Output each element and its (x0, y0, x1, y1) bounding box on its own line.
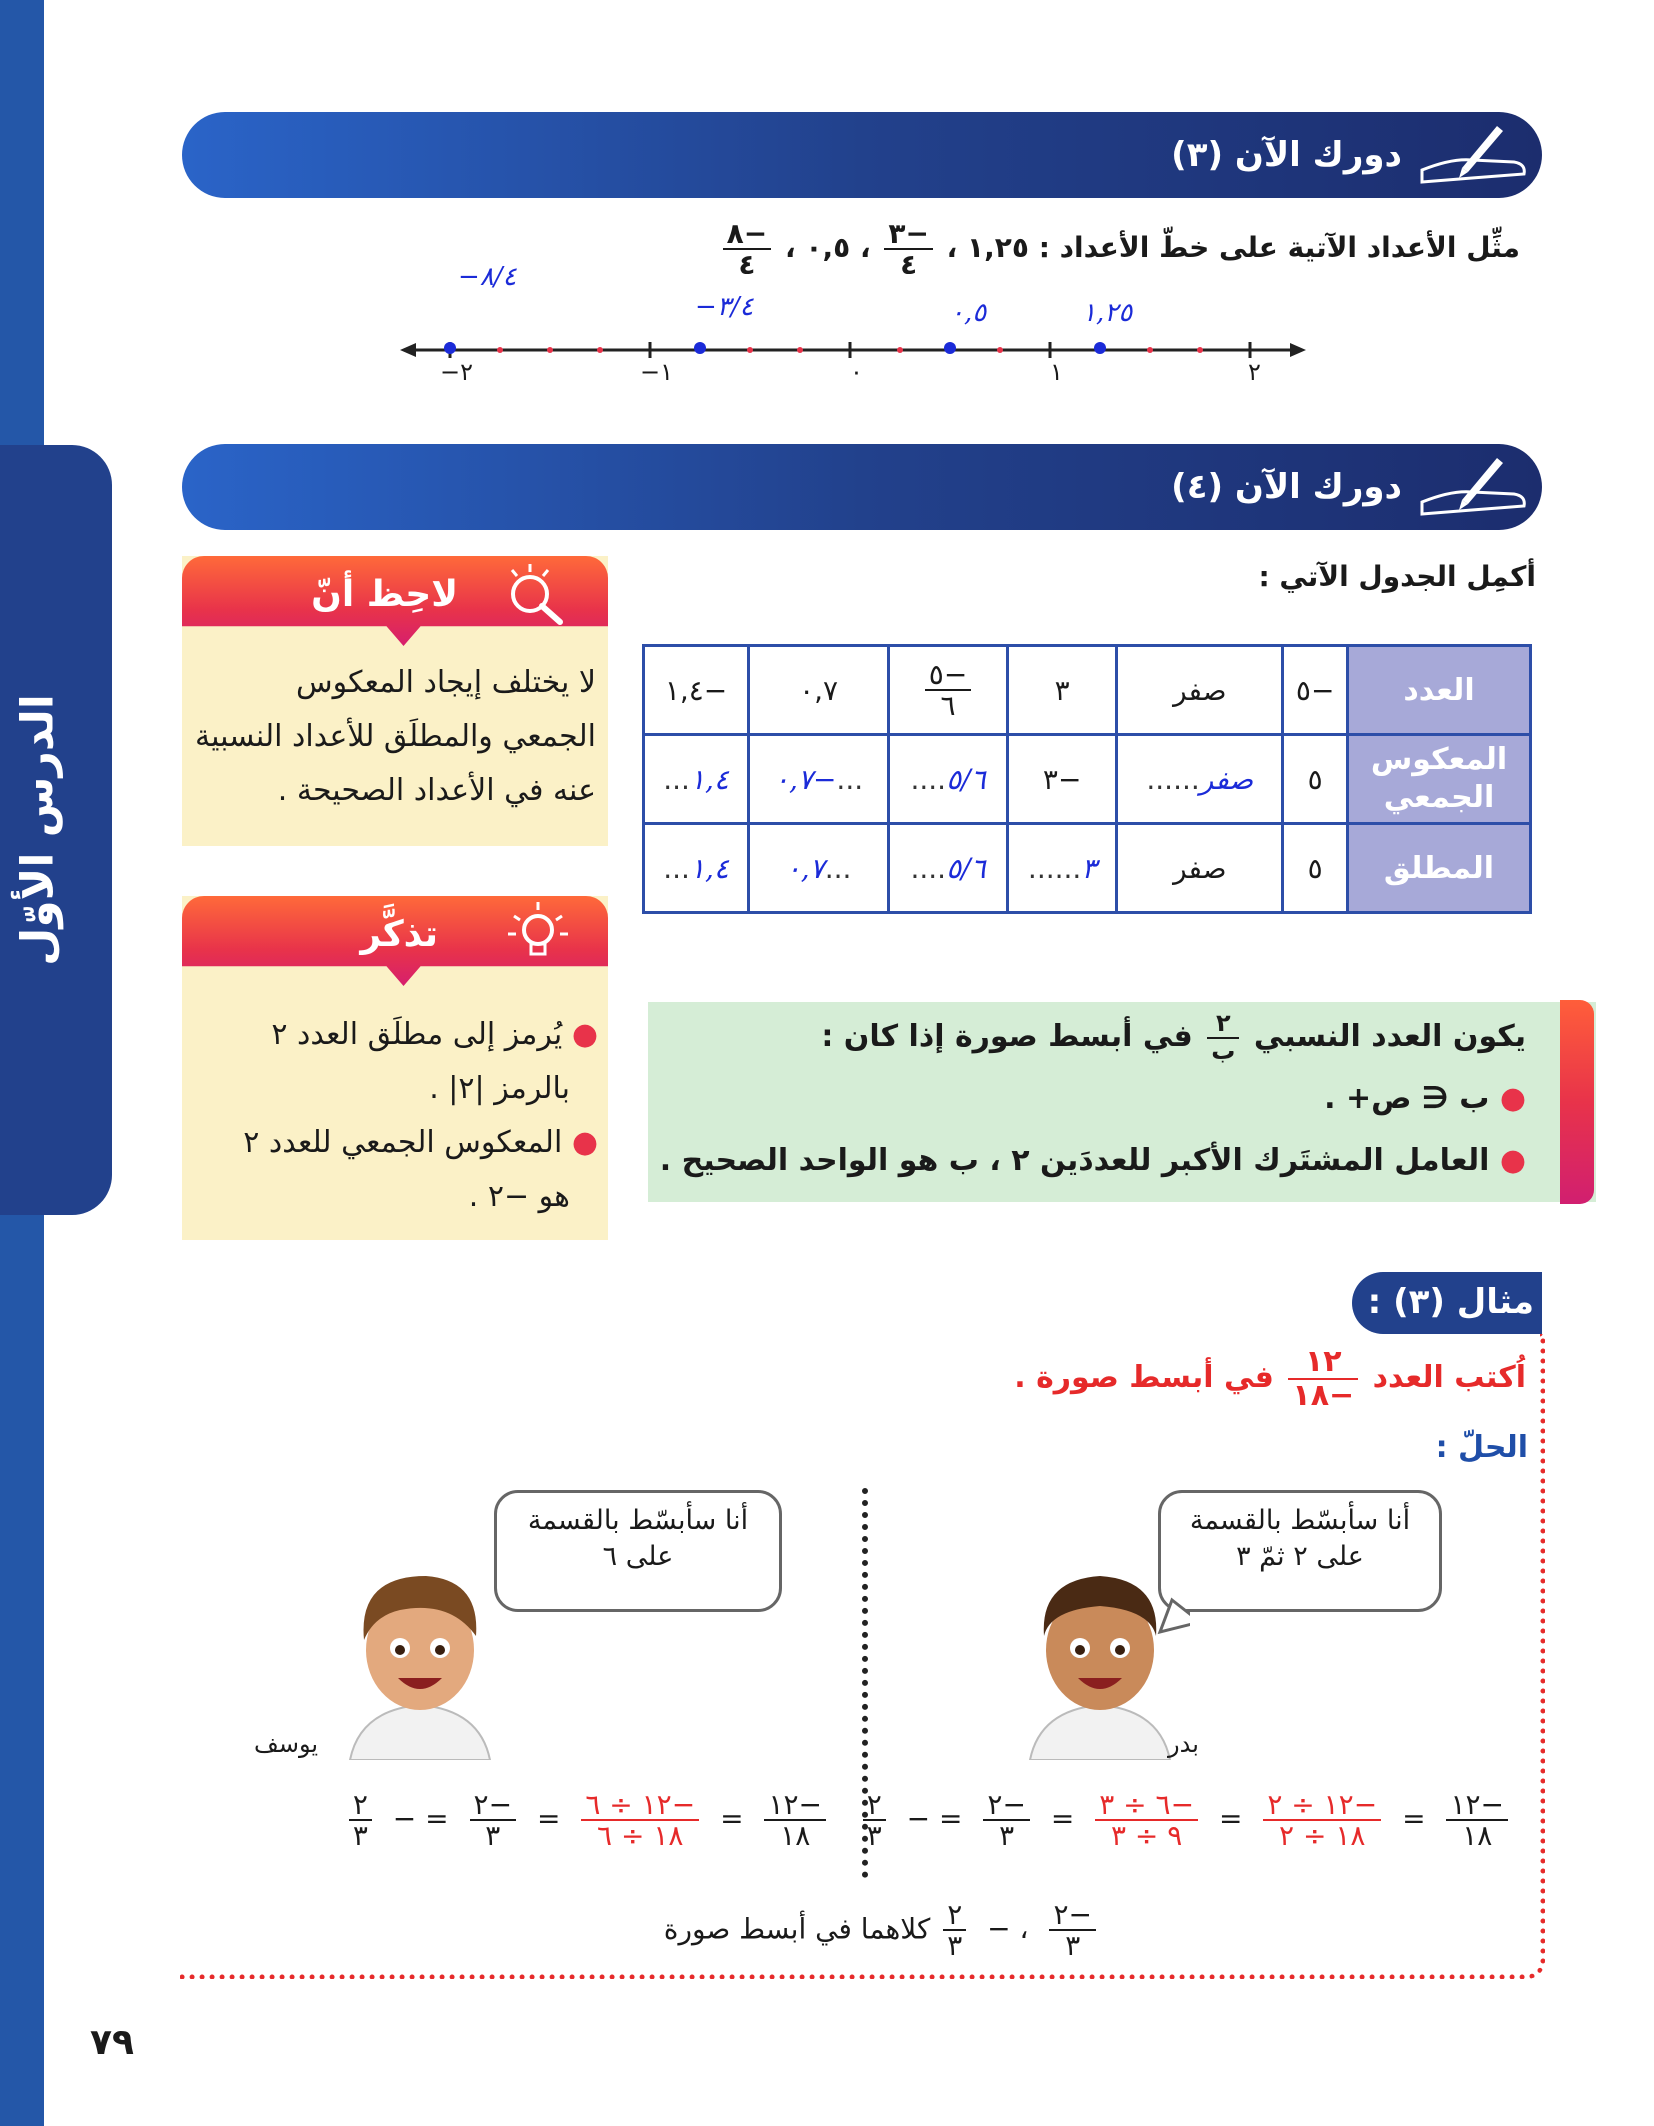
table-cell: ١,٤... (644, 735, 749, 824)
table-row (644, 735, 1531, 824)
conclusion: $\frac{-٢}{٣}$ ، − $\frac{٢}{٣}$ كلاهما في أبسط صورة (560, 1900, 1100, 1961)
table-cell: ٣...... (1008, 824, 1117, 913)
row-header-inverse: المعكوس الجمعي (1348, 735, 1531, 824)
table-cell: −٣ (1008, 735, 1117, 824)
arrow-left (400, 343, 416, 357)
lesson-label: الدرس الأوّل (12, 694, 64, 966)
fraction-neg8-4: $\frac{-٨}{٤}$ (723, 219, 772, 280)
speech-line: على ٢ ثمّ ٣ (1236, 1541, 1364, 1572)
rule-line: يكون العدد النسبي $\frac{٢}{\text{ب}}$ في أبسط صورة إذا كان : (821, 1009, 1526, 1065)
table-cell: ٠,٧ (749, 646, 889, 735)
axis-minor-tick (497, 347, 503, 353)
writing-hand-icon (1402, 112, 1532, 198)
axis-label-1: ١ (1050, 358, 1063, 386)
table-cell: ...٠,٧ (749, 824, 889, 913)
table-row (644, 824, 1531, 913)
row-header-number: العدد (1348, 646, 1531, 735)
table-cell: ٥ (1283, 824, 1348, 913)
plotted-point (1094, 342, 1106, 354)
table-row (644, 646, 1531, 735)
table-cell: صفر (1117, 646, 1283, 735)
plotted-point (944, 342, 956, 354)
example-label: مثال (٣) : (1367, 1282, 1534, 1322)
table-cell: صفر (1117, 824, 1283, 913)
fraction-neg3-4: $\frac{-٣}{٤}$ (884, 219, 933, 280)
speech-line: أنا سأبسّط بالقسمة (527, 1505, 749, 1536)
axis-minor-tick (747, 347, 753, 353)
axis-minor-tick (547, 347, 553, 353)
arrow-right (1290, 343, 1306, 357)
speech-line: على ٦ (602, 1541, 674, 1572)
remember-line: ● المعكوس الجمعي للعدد ٢ (243, 1125, 598, 1160)
writing-hand-icon (1402, 444, 1532, 530)
table-cell: −٥ (1283, 646, 1348, 735)
remember-title: تذكَّر (360, 914, 438, 955)
page-number: ٧٩ (90, 2022, 134, 2063)
axis-minor-tick (597, 347, 603, 353)
axis-labels (440, 358, 1280, 398)
yousef-avatar (330, 1540, 510, 1760)
rule-bullet: ● ب ∈ ص+ . (1324, 1081, 1526, 1116)
note-body (186, 656, 596, 818)
remember-line: ● يُرمز إلى مطلَق العدد ٢ (271, 1017, 598, 1052)
table-cell: −١,٤ (644, 646, 749, 735)
solution-label: الحلّ : (1435, 1430, 1528, 1465)
section4-banner (182, 444, 1542, 530)
table-cell: ٣ (1008, 646, 1117, 735)
handwritten-neg8-4: −٨/٤ (458, 262, 517, 292)
speech-line: أنا سأبسّط بالقسمة (1189, 1505, 1411, 1536)
remember-line: بالرمز |٢| . (429, 1071, 570, 1106)
example-question: اُكتب العدد $\frac{١٢}{-١٨}$ في أبسط صورة . (1014, 1344, 1526, 1413)
badr-avatar (1010, 1540, 1190, 1760)
note-line: لا يختلف إيجاد المعكوس (296, 665, 596, 700)
axis-minor-tick (897, 347, 903, 353)
rule-bullet: ● العامل المشتَرك الأكبر للعددَين ٢ ، ب هو الواحد الصحيح . (659, 1143, 1526, 1178)
rule-text (646, 1006, 1526, 1192)
section3-banner (182, 112, 1542, 198)
handwritten-1-25: ١,٢٥ (1082, 298, 1133, 328)
lightbulb-icon (502, 898, 574, 970)
axis-label-neg1: −١ (640, 358, 673, 386)
table-cell: ...−٠,٧ (749, 735, 889, 824)
number-table (642, 644, 1532, 914)
table-cell: ٥/٦.... (889, 735, 1008, 824)
plotted-point (444, 342, 456, 354)
handwritten-0-5: ٠,٥ (950, 298, 987, 328)
axis-minor-tick (1147, 347, 1153, 353)
table-cell: ٥/٦.... (889, 824, 1008, 913)
yousef-speech-bubble (494, 1490, 782, 1612)
axis-minor-tick (1197, 347, 1203, 353)
axis-label-0: ٠ (850, 358, 863, 386)
plotted-point (694, 342, 706, 354)
badr-speech-bubble (1158, 1490, 1442, 1612)
remember-box (182, 896, 608, 1240)
remember-line: هو −٢ . (468, 1179, 570, 1214)
badr-name: بدر (1168, 1730, 1199, 1758)
table-cell: $\frac{-٥}{٦}$ (889, 646, 1008, 735)
axis-minor-tick (797, 347, 803, 353)
axis-label-neg2: −٢ (440, 358, 473, 386)
remember-body (188, 1008, 598, 1224)
rule-box-edge (1560, 1000, 1594, 1204)
table-cell: ٥ (1283, 735, 1348, 824)
section4-title: دورك الآن (٤) (1171, 467, 1402, 507)
note-line: الجمعي والمطلَق للأعداد النسبية (194, 719, 596, 754)
handwritten-neg3-4: −٣/٤ (695, 292, 754, 322)
section3-title: دورك الآن (٣) (1171, 135, 1402, 175)
note-title: لاحِظ أنّ (311, 574, 458, 615)
yousef-equation: $\frac{-١٢}{١٨}$ = $\frac{-١٢ \div ٦}{١٨ \div ٦}$ = $\frac{-٢}{٣}$ = − $\frac{٢}{٣}$ (340, 1790, 830, 1851)
instruction-text: مثِّل الأعداد الآتية على خطّ الأعداد : ١,٢٥ ، (946, 231, 1520, 264)
axis-label-2: ٢ (1248, 358, 1261, 386)
magnifier-icon (502, 560, 570, 628)
note-box (182, 556, 608, 846)
instruction-mid: ، ٠,٥ ، (784, 231, 871, 264)
section4-instruction: أكمِل الجدول الآتي : (1258, 560, 1536, 593)
note-line: عنه في الأعداد الصحيحة . (277, 773, 596, 808)
axis-minor-tick (997, 347, 1003, 353)
yousef-name: يوسف (254, 1730, 319, 1758)
badr-equation: $\frac{-١٢}{١٨}$ = $\frac{-١٢ \div ٢}{١٨ \div ٢}$ = $\frac{-٦ \div ٣}{٩ \div ٣}$ = $\frac{-٢}{٣}$ = − $\frac{٢}{٣}$ (882, 1790, 1512, 1851)
table-cell: صفر...... (1117, 735, 1283, 824)
row-header-absolute: المطلق (1348, 824, 1531, 913)
table-cell: ١,٤... (644, 824, 749, 913)
